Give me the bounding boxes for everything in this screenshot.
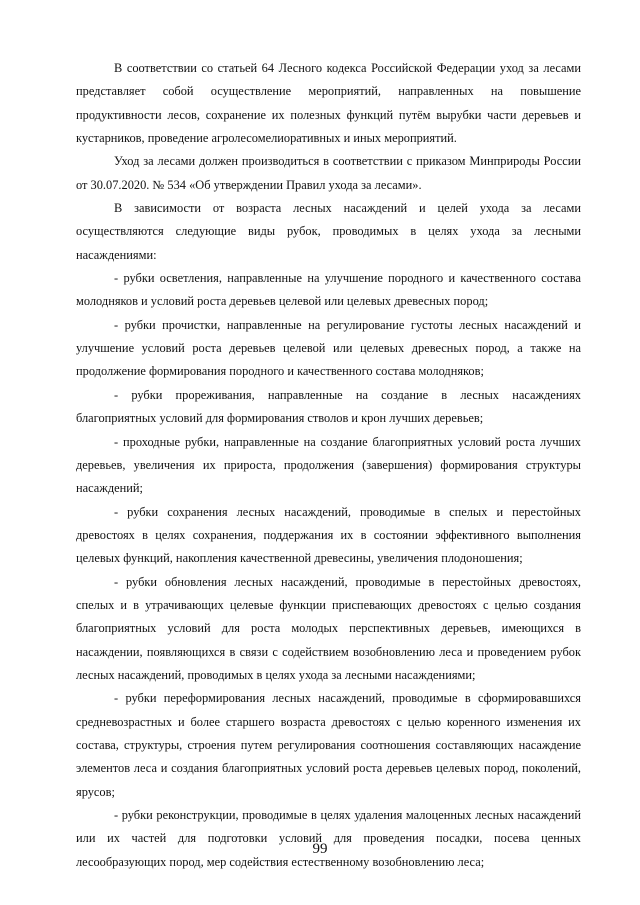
list-item-thinning-cuts: - рубки прореживания, направленные на создание в лесных насаждениях благоприятных условий для формирования стволов и крон лучших деревьев; [76,387,581,426]
body-text [76,57,581,874]
list-item-clearing-cuts: - рубки осветления, направленные на улучшение породного и качественного состава молодняков и условий роста деревьев целевой или целевых древесных пород; [76,271,581,309]
list-item-reconstruction-cuts: - рубки реконструкции, проводимые в целях удаления малоценных лесных насаждений или их частей для подготовки условий для проведения посадки, посева ценных лесообразующих пород, мер содействия естественному возобновлению леса; [76,808,581,869]
page-number: 99 [312,841,328,857]
paragraph-intro: В соответствии со статьей 64 Лесного кодекса Российской Федерации уход за лесами представляет собой осуществление мероприятий, направленных на повышение продуктивности лесов, сохранение их полезных функций путём вырубки части деревьев и кустарников, проведение агролесомелиоративных и иных мероприятий. [76,61,581,146]
list-item-passage-cuts: - проходные рубки, направленные на создание благоприятных условий роста лучших деревьев, увеличения их прироста, продолжения (завершения) формирования структуры насаждений; [76,434,581,496]
paragraph-order-reference: Уход за лесами должен производиться в соответствии с приказом Минприроды России от 30.07.2020. № 534 «Об утверждении Правил ухода за лесами». [76,154,581,192]
paragraph-cutting-types-intro: В зависимости от возраста лесных насаждений и целей ухода за лесами осуществляются следующие виды рубок, проводимых в целях ухода за лесными насаждениями: [76,201,581,262]
list-item-cleaning-cuts: - рубки прочистки, направленные на регулирование густоты лесных насаждений и улучшение условий роста деревьев целевой или целевых древесных пород, а также на продолжение формирования породного и качественного состава молодняков; [76,317,581,379]
list-item-preservation-cuts: - рубки сохранения лесных насаждений, проводимые в спелых и перестойных древостоях в целях сохранения, поддержания их в состоянии эффективного выполнения целевых функций, накопления качественной древесины, увеличения плодоношения; [76,504,581,566]
list-item-reformation-cuts: - рубки переформирования лесных насаждений, проводимые в сформировавшихся средневозрастных и более старшего возраста древостоях с целью коренного изменения их состава, структуры, строения путем регулирования соотношения составляющих насаждение элементов леса и создания благоприятных условий роста деревьев целевых пород, поколений, ярусов; [76,691,581,799]
list-item-renewal-cuts: - рубки обновления лесных насаждений, проводимые в перестойных древостоях, спелых и в утрачивающих целевые функции приспевающих древостоях с целью создания благоприятных условий для роста молодых перспективных деревьев, имеющихся в насаждении, появляющихся в связи с содействием возобновлению леса и проведением рубок лесных насаждений, проводимых в целях ухода за лесными насаждениями; [76,574,581,682]
